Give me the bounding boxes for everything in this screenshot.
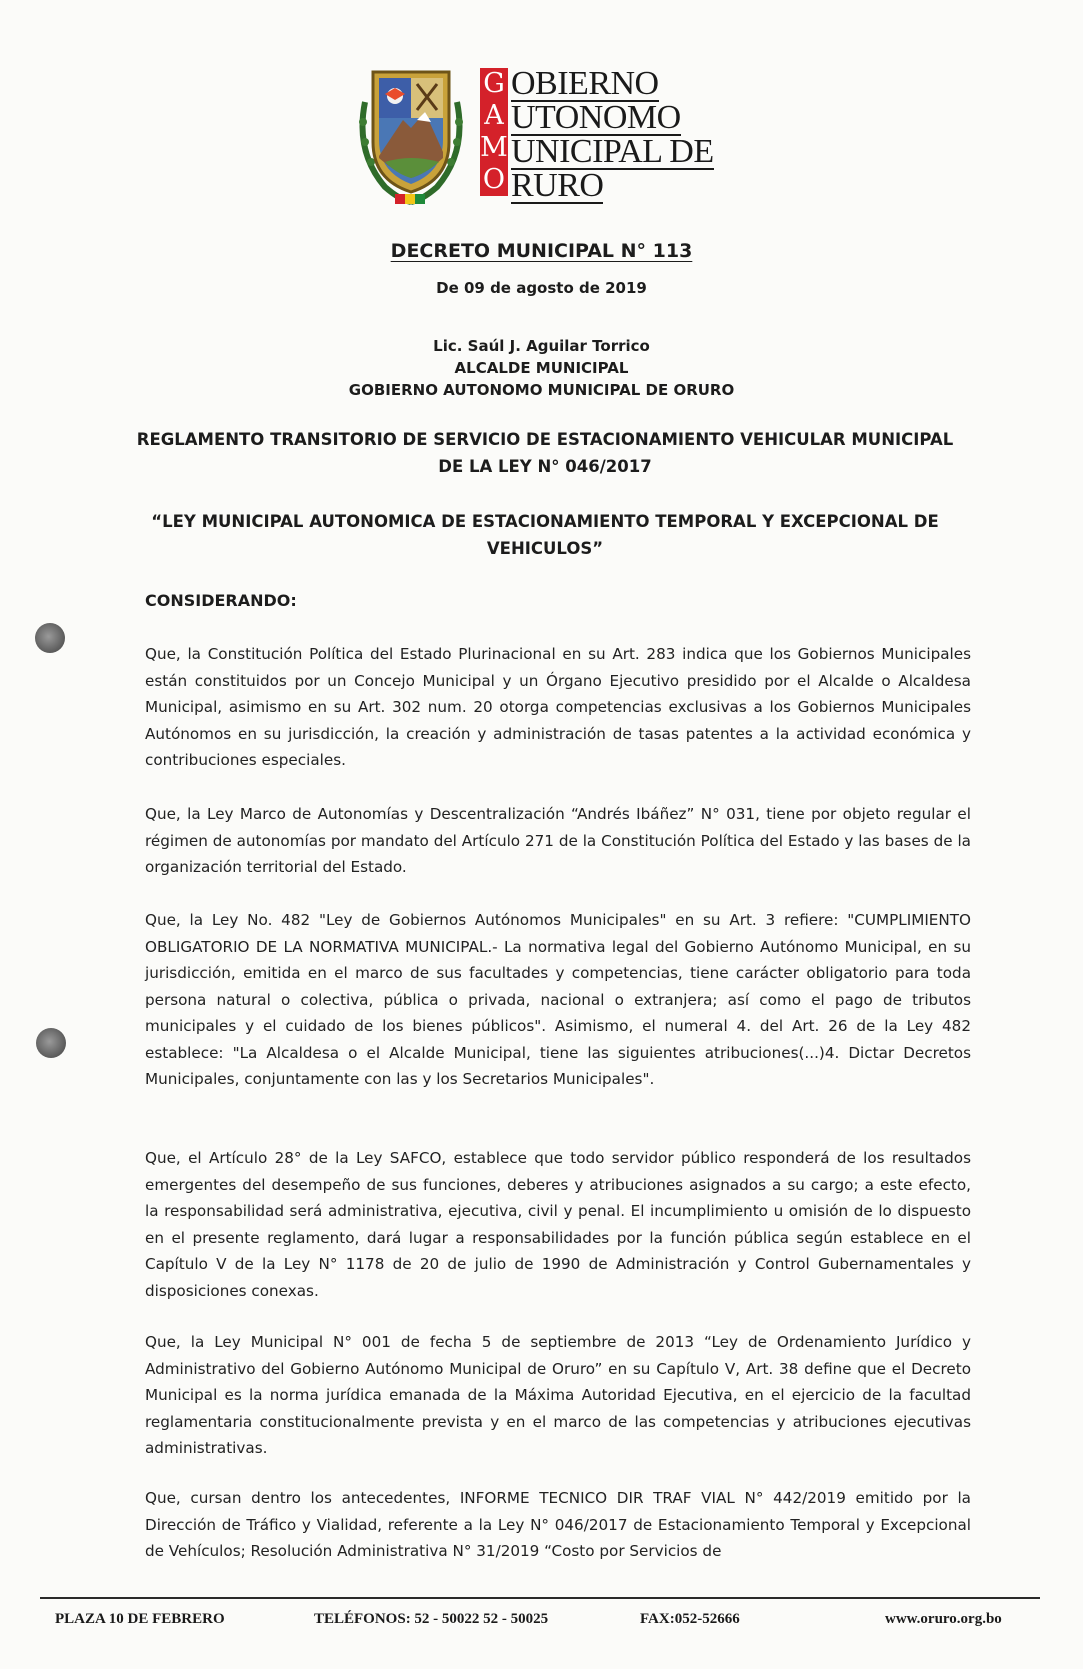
gamo-word: UNICIPAL DE bbox=[511, 133, 714, 170]
author-organization: GOBIERNO AUTONOMO MUNICIPAL DE ORURO bbox=[348, 381, 735, 399]
gamo-acronym bbox=[480, 68, 508, 196]
footer-fax: FAX:052-52666 bbox=[640, 1611, 740, 1627]
gamo-word: OBIERNO bbox=[511, 65, 659, 102]
considerando-paragraph: Que, la Ley Marco de Autonomías y Descentralización “Andrés Ibáñez” N° 031, tiene por objeto regular el régimen de autonomías por mandato del Artículo 271 de la Constitución Política del Estado y las bases de la organización territorial del Estado. bbox=[145, 805, 971, 876]
considerando-paragraph: Que, la Constitución Política del Estado Plurinacional en su Art. 283 indica que los Gobiernos Municipales están constituidos por un Concejo Municipal y un Órgano Ejecutivo presidido por el Alcalde o Alcaldesa Municipal, asimismo en su Art. 302 num. 20 otorga competencias exclusivas a los Gobiernos Municipales Autónomos en su jurisdicción, la creación y administración de tasas patentes a la actividad económica y contribuciones especiales. bbox=[145, 645, 971, 769]
gamo-name bbox=[511, 65, 714, 204]
considerando-paragraph: Que, el Artículo 28° de la Ley SAFCO, establece que todo servidor público responderá de los resultados emergentes del desempeño de sus funciones, deberes y atribuciones asignados a su cargo; a este efecto, la responsabilidad será administrativa, ejecutiva, civil y penal. El incumplimiento u omisión de lo dispuesto en el presente reglamento, dará lugar a responsabilidades por la función pública según establece en el Capítulo V de la Ley N° 1178 de 20 de julio de 1990 de Administración y Control Gubernamentales y disposiciones conexas. bbox=[145, 1149, 971, 1300]
oruro-coat-of-arms-icon bbox=[355, 62, 467, 210]
considerando-paragraph: Que, cursan dentro los antecedentes, INFORME TECNICO DIR TRAF VIAL N° 442/2019 emitido por la Dirección de Tráfico y Vialidad, referente a la Ley N° 046/2017 de Estacionamiento Temporal y Excepcional de Vehículos; Resolución Administrativa N° 31/2019 “Costo por Servicios de bbox=[145, 1489, 971, 1560]
decree-date: De 09 de agosto de 2019 bbox=[436, 279, 647, 297]
considerando-paragraph: Que, la Ley Municipal N° 001 de fecha 5 de septiembre de 2013 “Ley de Ordenamiento Jurídico y Administrativo del Gobierno Autónomo Municipal de Oruro” en su Capítulo V, Art. 38 define que el Decreto Municipal es la norma jurídica emanada de la Máxima Autoridad Ejecutiva, en el ejercicio de la facultad reglamentaria constitucionalmente prevista y en el marco de las competencias y atribuciones ejecutivas administrativas. bbox=[145, 1333, 971, 1457]
considerando-paragraph: Que, la Ley No. 482 "Ley de Gobiernos Autónomos Municipales" en su Art. 3 refiere: "CUMPLIMIENTO OBLIGATORIO DE LA NORMATIVA MUNICIPAL.- La normativa legal del Gobierno Autónomo Municipal, en su jurisdicción, emitida en el marco de sus facultades y competencias, tiene carácter obligatorio para toda persona natural o colectiva, pública o privada, nacional o extranjera; así como el pago de tributos municipales y el cuidado de los bienes públicos". Asimismo, el numeral 4. del Art. 26 de la Ley 482 establece: "La Alcaldesa o el Alcalde Municipal, tiene las siguientes atribuciones(...)4. Dictar Decretos Municipales, conjuntamente con las y los Secretarios Municipales". bbox=[145, 911, 971, 1088]
gamo-letter: A bbox=[484, 100, 504, 131]
gamo-logo bbox=[355, 62, 735, 212]
law-title: “LEY MUNICIPAL AUTONOMICA DE ESTACIONAMIENTO TEMPORAL Y EXCEPCIONAL DE VEHICULOS” bbox=[151, 512, 939, 558]
gamo-word: RURO bbox=[511, 167, 604, 204]
author-name: Lic. Saúl J. Aguilar Torrico bbox=[433, 337, 650, 355]
considerando-heading: CONSIDERANDO: bbox=[145, 591, 297, 610]
decree-title: DECRETO MUNICIPAL N° 113 bbox=[390, 240, 693, 262]
punch-hole bbox=[36, 1028, 66, 1058]
gamo-word: UTONOMO bbox=[511, 99, 681, 136]
footer-phones: TELÉFONOS: 52 - 50022 52 - 50025 bbox=[314, 1611, 549, 1627]
punch-hole bbox=[35, 623, 65, 653]
footer-address: PLAZA 10 DE FEBRERO bbox=[55, 1611, 225, 1627]
gamo-letter: M bbox=[480, 132, 508, 163]
footer-website: www.oruro.org.bo bbox=[885, 1611, 1002, 1627]
gamo-letter: O bbox=[482, 164, 506, 195]
footer-divider bbox=[40, 1597, 1040, 1599]
regulation-title: REGLAMENTO TRANSITORIO DE SERVICIO DE ESTACIONAMIENTO VEHICULAR MUNICIPAL DE LA LEY N° 046/2017 bbox=[136, 430, 954, 476]
author-role: ALCALDE MUNICIPAL bbox=[454, 359, 629, 377]
gamo-letter: G bbox=[483, 68, 505, 99]
